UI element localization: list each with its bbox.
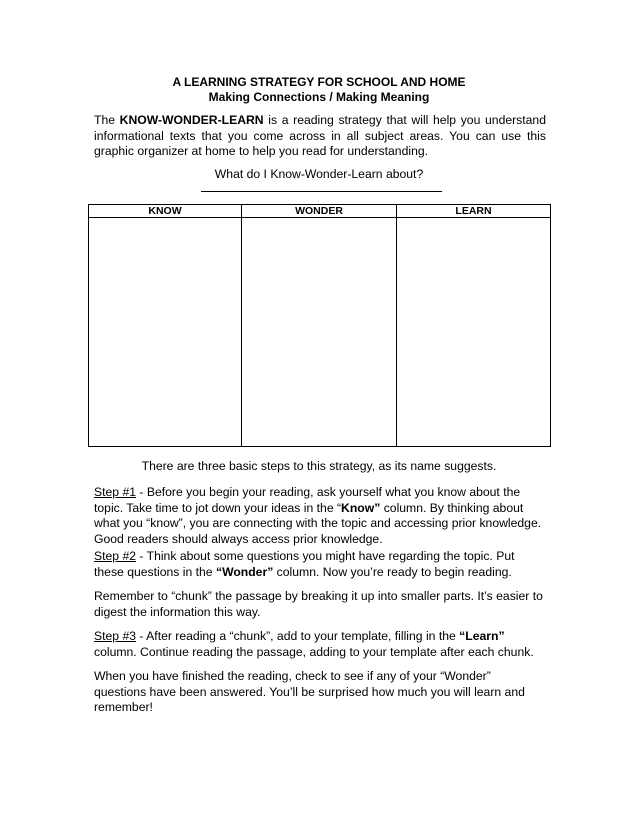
step1-bold: Know”	[341, 500, 381, 515]
steps-intro: There are three basic steps to this strategy, as its name suggests.	[141, 459, 497, 473]
step2-paragraph	[94, 549, 546, 580]
step1-paragraph	[94, 485, 546, 547]
know-column-cell[interactable]	[89, 218, 242, 447]
wonder-column-cell[interactable]	[242, 218, 397, 447]
step1-text-b: column. By thinking about what you “know”, you are connecting with the topic and accessing prior knowledge. Good readers should always access prior knowledge.	[94, 500, 542, 546]
know-column-header: KNOW	[89, 205, 242, 218]
step3-label: Step #3	[94, 629, 137, 643]
strategy-name: KNOW-WONDER-LEARN	[119, 113, 264, 127]
step3-bold: “Learn”	[459, 629, 505, 643]
topic-answer-line	[201, 191, 442, 192]
step3-text-a: - After reading a “chunk”, add to your template, filling in the	[136, 629, 460, 643]
document-subtitle: Making Connections / Making Meaning	[208, 90, 430, 104]
learn-column-header: LEARN	[397, 205, 551, 218]
step1-label: Step #1	[94, 485, 137, 499]
step3-text-b: column. Continue reading the passage, adding to your template after each chunk.	[94, 644, 534, 659]
intro-text-post: is a reading strategy that will help you understand informational texts that you come across in all subject areas. You can use this graphic organizer at home to help you read for understanding.	[94, 113, 546, 158]
kwl-body-row	[89, 218, 551, 447]
closing-paragraph: When you have finished the reading, check to see if any of your “Wonder” questions have been answered. You’ll be surprised how much you will learn and remember!	[94, 669, 525, 714]
chunk-note-paragraph: Remember to “chunk” the passage by breaking it up into smaller parts. It’s easier to digest the information this way.	[94, 589, 543, 619]
intro-text-pre: The	[94, 113, 120, 127]
step2-bold: “Wonder”	[215, 564, 274, 579]
step2-text-a: - Think about some questions you might have regarding the topic. Put these questions in the	[94, 549, 515, 579]
step2-text-b: column. Now you’re ready to begin reading.	[273, 564, 512, 579]
topic-question: What do I Know-Wonder-Learn about?	[214, 167, 424, 181]
kwl-header-row	[89, 205, 551, 218]
intro-paragraph	[94, 113, 546, 160]
wonder-column-header: WONDER	[242, 205, 397, 218]
step3-paragraph	[94, 629, 546, 660]
step2-label: Step #2	[94, 549, 137, 563]
kwl-table	[88, 204, 551, 447]
step1-text-a: - Before you begin your reading, ask yourself what you know about the topic. Take time to jot down your ideas in the “	[94, 485, 521, 515]
learn-column-cell[interactable]	[397, 218, 551, 447]
document-title: A LEARNING STRATEGY FOR SCHOOL AND HOME	[172, 75, 466, 89]
